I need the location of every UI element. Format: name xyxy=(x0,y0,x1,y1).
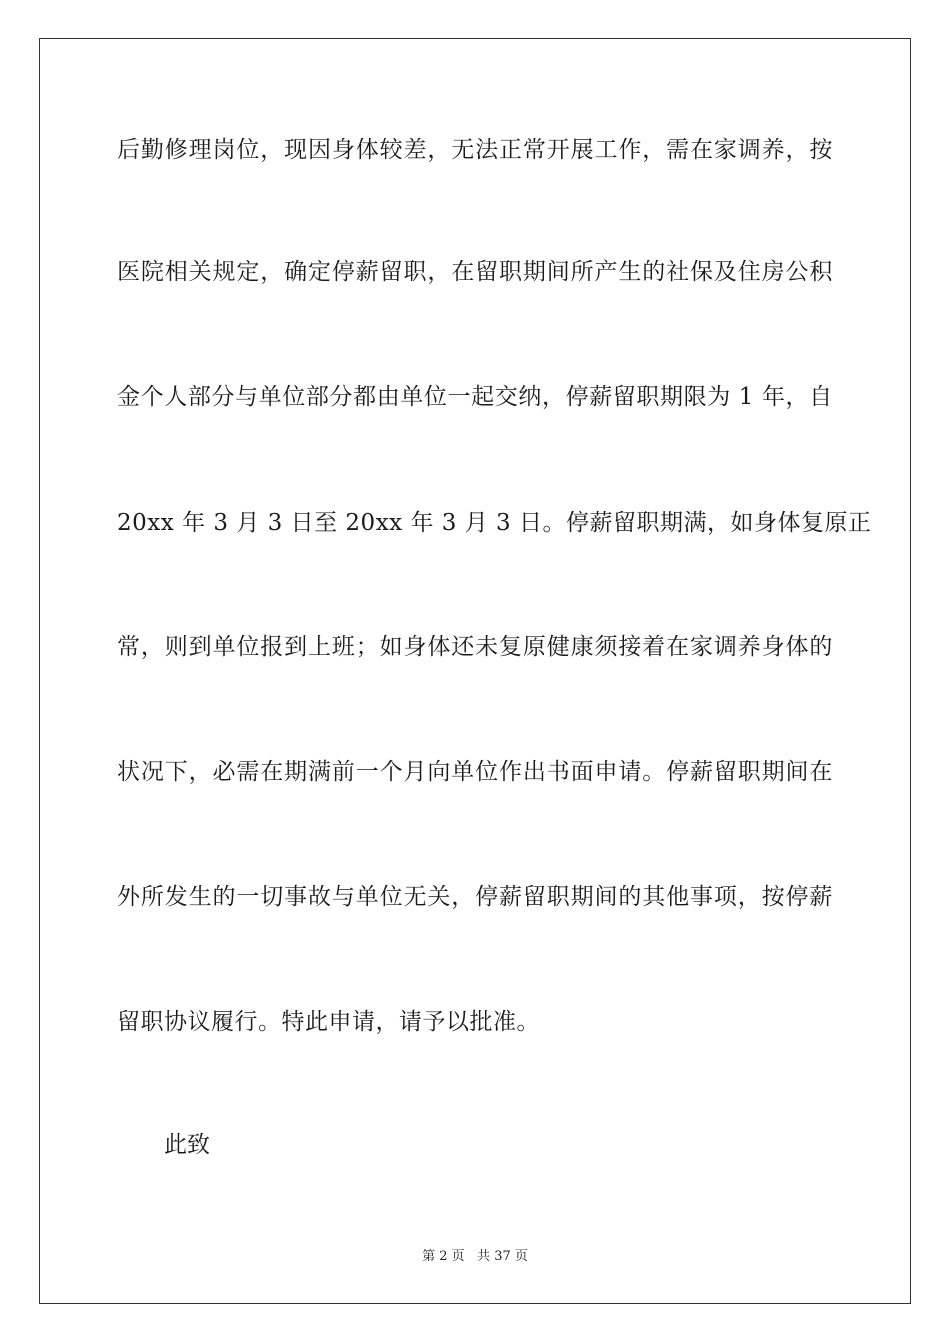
body-line-6: 状 况 下 ， 必 需 在 期 满 前 一 个 月 向 单 位 作 出 书 面 申 请 。 停 薪 留 职 期 间 在 xyxy=(117,759,833,785)
salutation: 此致 xyxy=(164,1132,210,1158)
page-border xyxy=(39,38,911,1304)
body-line-3: 金 个 人 部 分 与 单 位 部 分 都 由 单 位 一 起 交 纳 ， 停 薪 留 职 期 限 为 1 年 ， 自 xyxy=(117,384,833,410)
body-line-4: 2 0 x x 年 3 月 3 日 至 2 0 x x 年 3 月 3 日 。 停 薪 留 职 期 满 ， 如 身 体 复 原 正 xyxy=(117,510,872,536)
body-line-1: 后 勤 修 理 岗 位 ， 现 因 身 体 较 差 ， 无 法 正 常 开 展 工 作 ， 需 在 家 调 养 ， 按 xyxy=(117,137,833,163)
body-line-7: 外 所 发 生 的 一 切 事 故 与 单 位 无 关 ， 停 薪 留 职 期 间 的 其 他 事 项 ， 按 停 薪 xyxy=(117,884,833,910)
body-line-5: 常 ， 则 到 单 位 报 到 上 班 ； 如 身 体 还 未 复 原 健 康 须 接 着 在 家 调 养 身 体 的 xyxy=(117,634,833,660)
body-line-2: 医 院 相 关 规 定 ， 确 定 停 薪 留 职 ， 在 留 职 期 间 所 产 生 的 社 保 及 住 房 公 积 xyxy=(117,259,833,285)
page-number-footer: 第 2 页 共 37 页 xyxy=(422,1249,528,1264)
body-line-8: 留职协议履行。特此申请，请予以批准。 xyxy=(117,1009,540,1035)
